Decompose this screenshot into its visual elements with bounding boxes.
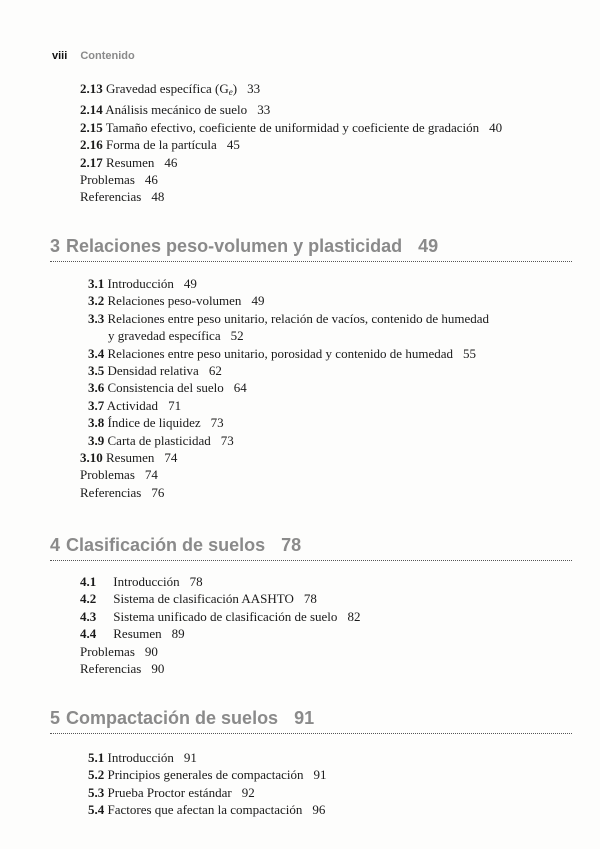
toc-entry[interactable]: [80, 432, 489, 449]
chapter-title: Compactación de suelos: [66, 708, 279, 728]
entry-title: Análisis mecánico de suelo: [105, 102, 248, 118]
chapter-title: Clasificación de suelos: [66, 535, 266, 555]
running-header: [52, 50, 135, 62]
chapter-3-heading[interactable]: [50, 236, 572, 262]
entry-number: 5.2: [88, 767, 105, 783]
entry-page: 78: [189, 574, 203, 589]
entry-page: 92: [241, 784, 255, 800]
entry-title: Resumen: [106, 450, 155, 466]
entry-number: 2.15: [80, 119, 103, 135]
entry-number: 3.1: [88, 276, 105, 291]
entry-page: 96: [312, 802, 326, 818]
running-title: Contenido: [80, 50, 135, 62]
entry-page: 89: [171, 626, 185, 642]
entry-title: Principios generales de compactación: [107, 767, 304, 783]
entry-page: 33: [257, 102, 271, 118]
entry-title: Carta de plasticidad: [107, 432, 211, 448]
entry-page: 74: [164, 450, 178, 466]
toc-entry[interactable]: [80, 573, 360, 590]
entry-page: 90: [144, 643, 158, 659]
entry-page: 71: [168, 397, 182, 413]
toc-entry[interactable]: [80, 362, 489, 379]
chapter-page: 91: [294, 708, 315, 728]
entry-title: Resumen: [106, 154, 155, 170]
toc-entry[interactable]: [80, 275, 489, 292]
toc-entry[interactable]: [80, 449, 489, 466]
entry-title: Relaciones entre peso unitario, relación de vacíos, contenido de humedad: [107, 310, 490, 326]
toc-entry[interactable]: [80, 484, 489, 501]
chapter-5-entries: [80, 749, 327, 819]
entry-title: Sistema de clasificación AASHTO: [113, 591, 294, 607]
entry-title: Forma de la partícula: [106, 137, 217, 153]
entry-title: Problemas: [80, 172, 135, 188]
toc-entry[interactable]: [80, 414, 489, 431]
chapter-3-entries: [80, 275, 489, 501]
entry-page: 74: [144, 467, 158, 483]
toc-entry[interactable]: [80, 80, 502, 101]
entry-number: 4.2: [80, 591, 97, 607]
entry-number: 2.17: [80, 154, 103, 170]
entry-number: 5.1: [88, 750, 105, 765]
toc-entry[interactable]: [80, 154, 502, 171]
entry-number: 4.4: [80, 626, 97, 642]
toc-entry[interactable]: [80, 101, 502, 118]
chapter-page: 49: [418, 236, 439, 256]
entry-number: 3.8: [88, 415, 105, 431]
entry-title: Introducción: [113, 574, 180, 589]
entry-number: 3.10: [80, 450, 103, 466]
chapter-4-entries: [80, 573, 360, 677]
entry-title: Relaciones peso-volumen: [107, 293, 242, 309]
entry-number: 3.5: [88, 363, 105, 379]
toc-entry[interactable]: [80, 766, 327, 783]
toc-entry[interactable]: [80, 784, 327, 801]
toc-entry-continuation[interactable]: [80, 327, 489, 344]
entry-title: Consistencia del suelo: [107, 380, 224, 396]
entry-title: Tamaño efectivo, coeficiente de uniformidad y coeficiente de gradación: [105, 119, 480, 135]
entry-page: 33: [247, 81, 261, 96]
entry-number: 5.4: [88, 802, 105, 818]
toc-entry[interactable]: [80, 171, 502, 188]
entry-title-continued: y gravedad específica: [108, 328, 221, 344]
entry-title: Problemas: [80, 643, 135, 659]
entry-page: 55: [462, 345, 476, 361]
entry-page: 48: [151, 189, 165, 205]
toc-entry[interactable]: [80, 310, 489, 327]
entry-title: Referencias: [80, 189, 142, 205]
entry-page: 78: [303, 591, 317, 607]
chapter-number: 3: [50, 236, 61, 256]
chapter-number: 4: [50, 535, 61, 555]
toc-entry[interactable]: [80, 188, 502, 205]
entry-number: 3.2: [88, 293, 105, 309]
toc-entry[interactable]: [80, 345, 489, 362]
entry-title: Índice de liquidez: [107, 415, 201, 431]
entry-number: 4.3: [80, 608, 97, 624]
page-number: viii: [52, 50, 68, 62]
chapter-title: Relaciones peso-volumen y plasticidad: [66, 236, 403, 256]
entry-number: 2.14: [80, 102, 103, 118]
chapter-2-entries: [80, 80, 502, 206]
entry-title: Introducción: [107, 750, 174, 765]
toc-entry[interactable]: [80, 119, 502, 136]
entry-title: Problemas: [80, 467, 135, 483]
entry-page: 73: [210, 415, 224, 431]
entry-subscript: e: [228, 87, 233, 97]
entry-page: 46: [164, 154, 178, 170]
entry-page: 76: [151, 484, 165, 500]
entry-title: Factores que afectan la compactación: [107, 802, 303, 818]
entry-page: 91: [313, 767, 327, 783]
entry-title-end: ): [232, 81, 238, 96]
entry-title: Sistema unificado de clasificación de suelo: [113, 608, 338, 624]
entry-number: 2.16: [80, 137, 103, 153]
toc-entry[interactable]: [80, 749, 327, 766]
entry-page: 64: [233, 380, 247, 396]
entry-title: Referencias: [80, 484, 142, 500]
toc-entry[interactable]: [80, 660, 360, 677]
entry-number: 3.6: [88, 380, 105, 396]
entry-number: 3.7: [88, 397, 105, 413]
toc-entry[interactable]: [80, 643, 360, 660]
chapter-4-heading[interactable]: [50, 535, 572, 561]
entry-page: 82: [347, 608, 361, 624]
entry-page: 45: [226, 137, 240, 153]
entry-page: 90: [151, 661, 165, 677]
entry-title: Referencias: [80, 661, 142, 677]
entry-title: Densidad relativa: [107, 363, 199, 379]
entry-title: Relaciones entre peso unitario, porosidad y contenido de humedad: [107, 345, 453, 361]
entry-number: 3.3: [88, 310, 105, 326]
entry-page: 49: [251, 293, 265, 309]
entry-page: 49: [183, 276, 197, 291]
toc-entry[interactable]: [80, 590, 360, 607]
toc-entry[interactable]: [80, 379, 489, 396]
entry-title: Gravedad específica (G: [106, 81, 229, 96]
chapter-number: 5: [50, 708, 61, 728]
entry-number: 4.1: [80, 574, 97, 589]
toc-entry[interactable]: [80, 397, 489, 414]
entry-page: 40: [489, 119, 503, 135]
entry-page: 46: [144, 172, 158, 188]
chapter-page: 78: [281, 535, 302, 555]
entry-number: 5.3: [88, 784, 105, 800]
entry-title: Prueba Proctor estándar: [107, 784, 232, 800]
entry-title: Resumen: [113, 626, 162, 642]
entry-page: 91: [183, 750, 197, 765]
toc-entry[interactable]: [80, 608, 360, 625]
entry-number: 3.9: [88, 432, 105, 448]
toc-entry[interactable]: [80, 136, 502, 153]
toc-entry[interactable]: [80, 625, 360, 642]
entry-page: 73: [220, 432, 234, 448]
entry-page: 52: [230, 328, 244, 344]
entry-page: 62: [208, 363, 222, 379]
toc-entry[interactable]: [80, 801, 327, 818]
entry-number: 2.13: [80, 81, 103, 96]
entry-title: Introducción: [107, 276, 174, 291]
toc-entry[interactable]: [80, 466, 489, 483]
entry-title: Actividad: [106, 397, 159, 413]
toc-entry[interactable]: [80, 292, 489, 309]
entry-number: 3.4: [88, 345, 105, 361]
chapter-5-heading[interactable]: [50, 708, 572, 734]
